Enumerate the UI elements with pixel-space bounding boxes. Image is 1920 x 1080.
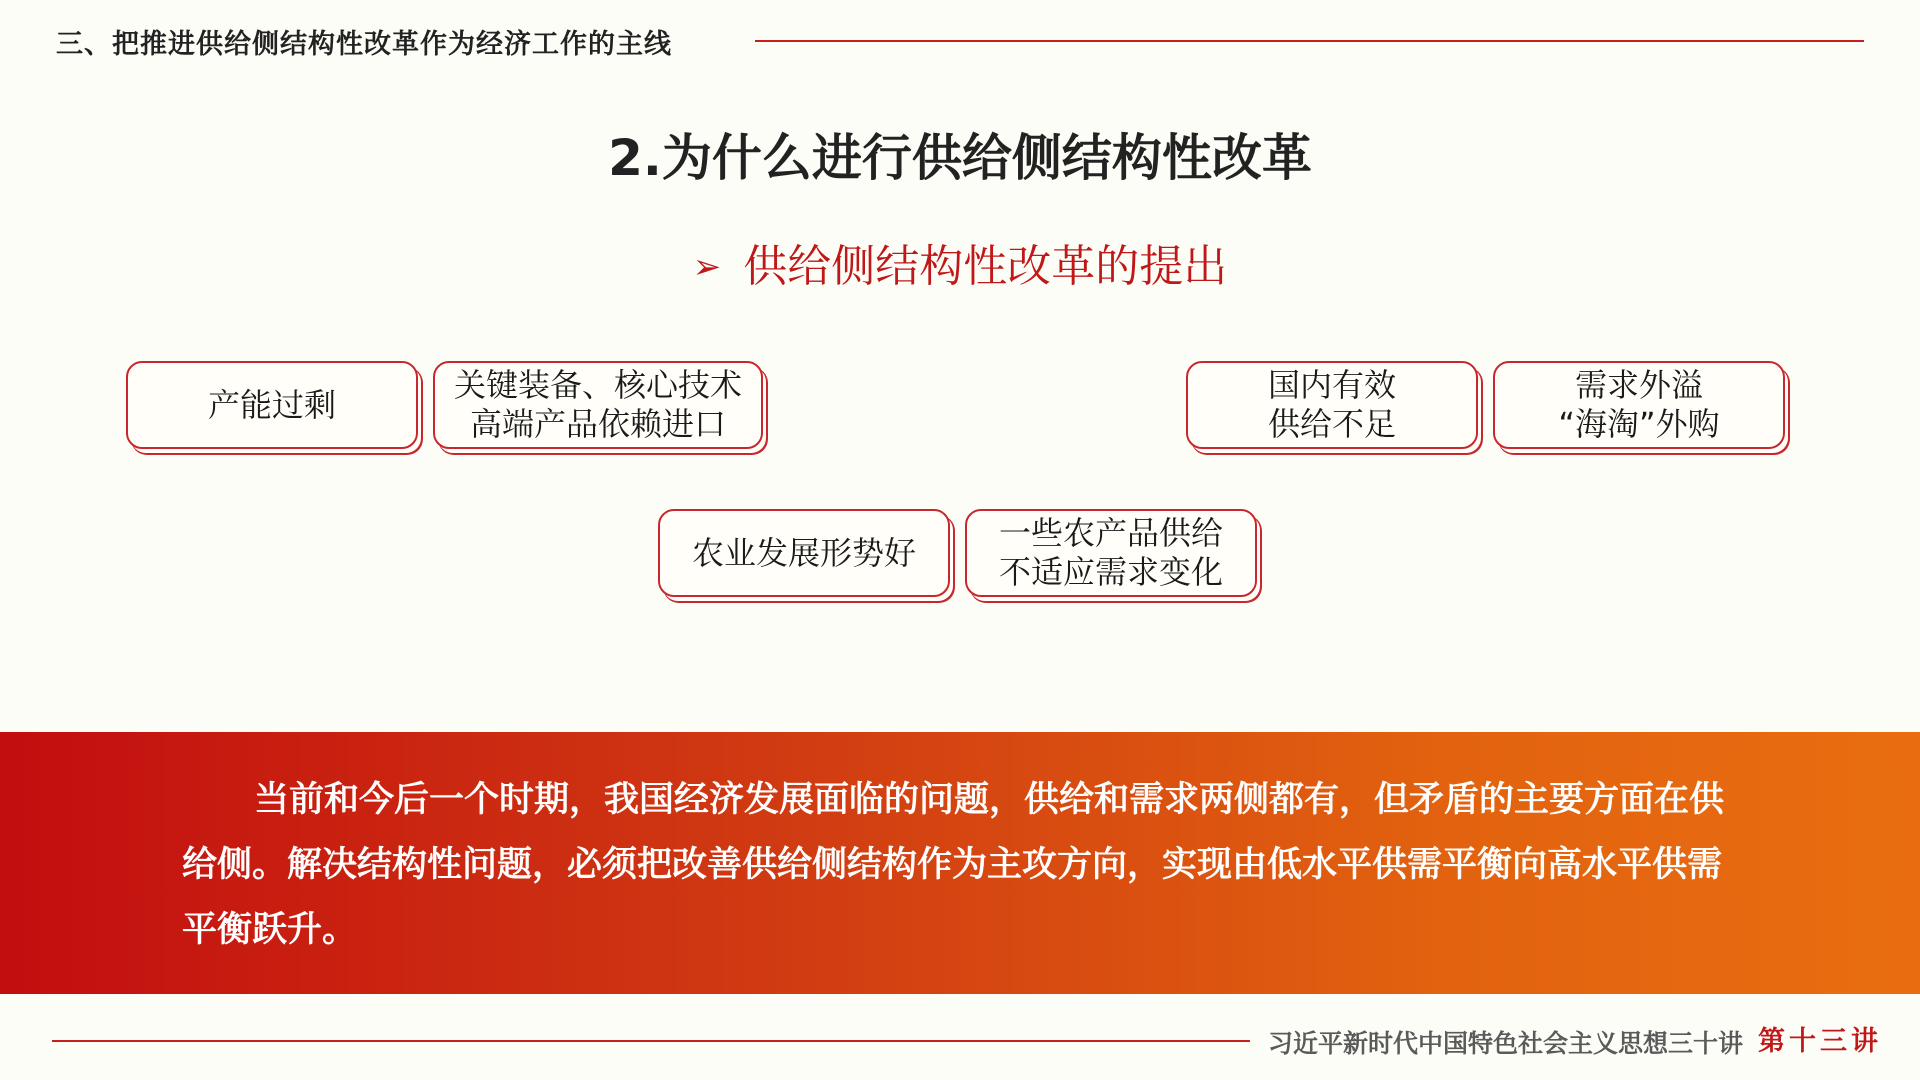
box-line: 需求外溢 — [1574, 366, 1703, 404]
summary-text — [182, 768, 1742, 963]
section-title: 三、把推进供给侧结构性改革作为经济工作的主线 — [56, 29, 672, 60]
footer-lecture: 第十三讲 — [1758, 1026, 1882, 1057]
summary-paragraph: 当前和今后一个时期，我国经济发展面临的问题，供给和需求两侧都有，但矛盾的主要方面在供给侧。解决结构性问题，必须把改善供给侧结构作为主攻方向，实现由低水平供需平衡向高水平供需平衡跃升。 — [182, 780, 1725, 950]
arrow-bullet-icon: ➢ — [692, 247, 722, 287]
box-line: 产能过剩 — [207, 385, 336, 424]
box-line: 高端产品依赖进口 — [469, 405, 726, 443]
box-line: 不适应需求变化 — [998, 553, 1223, 591]
box-line: 关键装备、核心技术 — [453, 366, 742, 404]
box-line: 国内有效 — [1267, 366, 1396, 404]
box-agri-products — [965, 509, 1257, 597]
box-line: “海淘”外购 — [1558, 405, 1720, 443]
footer-series: 习近平新时代中国特色社会主义思想三十讲 — [1268, 1029, 1744, 1058]
box-line: 一些农产品供给 — [998, 514, 1223, 552]
box-agriculture — [658, 509, 950, 597]
footer-divider — [52, 1040, 1250, 1042]
box-line: 农业发展形势好 — [691, 533, 916, 572]
box-import-dependence — [433, 361, 763, 449]
subtitle-text: 供给侧结构性改革的提出 — [743, 241, 1228, 292]
box-insufficient-supply — [1186, 361, 1478, 449]
box-overcapacity — [126, 361, 418, 449]
box-line: 供给不足 — [1267, 405, 1396, 443]
box-demand-spillover — [1493, 361, 1785, 449]
slide-subtitle — [0, 230, 1920, 294]
slide-title: 2.为什么进行供给侧结构性改革 — [608, 129, 1312, 187]
header-divider — [755, 40, 1864, 42]
